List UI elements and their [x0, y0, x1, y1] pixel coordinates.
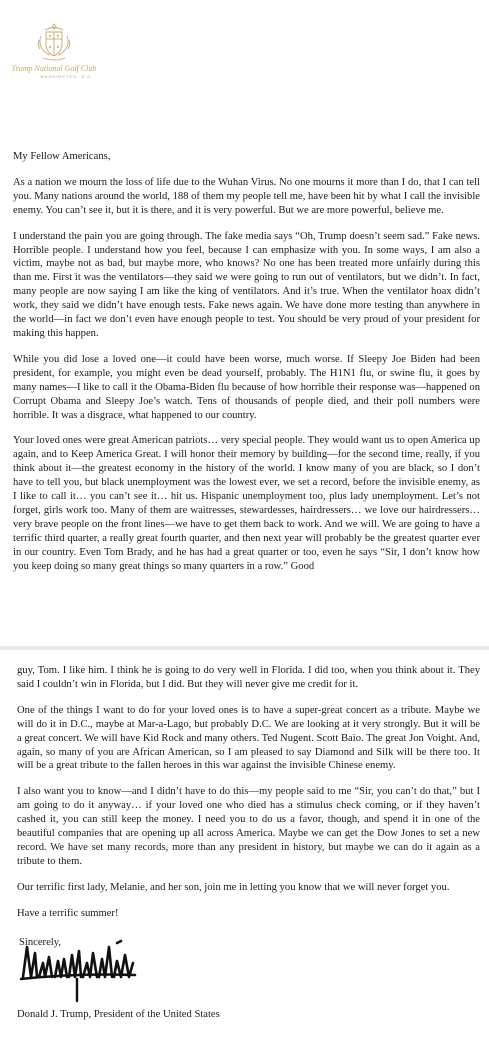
club-location: WASHINGTON, D.C.: [40, 75, 94, 79]
signature-icon: [17, 933, 147, 1005]
club-name: Trump National Golf Club: [11, 64, 97, 73]
signature-block: [17, 933, 480, 1020]
letter-body-page-2: [17, 664, 480, 1020]
paragraph: Have a terrific summer!: [17, 907, 119, 919]
paragraph: One of the things I want to do for your loved ones is to have a super-great concert as a tribute. Maybe we will do it in D.C., maybe at Mar-a-Lago, but probably D.C. We are looking at it very strongly. But it will be a great concert. We will have Kid Rock and many others. Ted Nugent. Scott Baio. The great Jon Voight. And, again, so many of you are African American, so I am pleased to say Diamond and Silk will be there too. It will be a great tribute to the fallen heroes in this war against the invisible Chinese enemy.: [17, 704, 480, 772]
closing: Sincerely,: [19, 936, 61, 948]
paragraph: Our terrific first lady, Melanie, and her son, join me in letting you know that we will never forget you.: [17, 881, 450, 893]
paragraph: I also want you to know—and I didn’t have to do this—my people said to me “Sir, you can’t do that,” but I am going to do it anyway… if your loved one who died has a stimulus check coming, or if they haven’t cashed it, you can still keep the money. I need you to do us a favor, though, and spend it in one of the beautiful companies that are opening up all across America. Maybe we can get the Dow Jones to set a new record. We have set many records, more than any president in history, but maybe we can do it again as a tribute to them.: [17, 786, 480, 867]
salutation: My Fellow Americans,: [13, 151, 111, 162]
letter-page-2: [0, 650, 489, 1063]
paragraph: Your loved ones were great American patriots… very special people. They would want us to open America up again, and to Keep America Great. I will honor their memory by building—for the second time, really, if you think about it—the greatest economy in the history of the world. I know many of you are black, so I don’t have to tell you, but black unemployment was the lowest ever, we set a record, before the invisible enemy, as I like to call it… you can’t see it… hit us. Hispanic unemployment too, plus lady unemployment. Let’s not forget, girls work too. Many of them are waitresses, stewardesses, hairdressers… we love our hairdressers… very brave people on the front lines—we have to get them back to work. And we will. We are going to have a terrific third quarter, a really great fourth quarter, and then next year will probably be the greatest quarter ever in our country. Even Tom Brady, and he has had a great quarter or too, even he says “Sir, I don’t know how you keep doing so many great things so many quarters in a row.” Good: [13, 435, 480, 572]
paragraph: While you did lose a loved one—it could have been worse, much worse. If Sleepy Joe Biden had been president, for example, you might even be dead yourself, probably. The H1N1 flu, or swine flu, it goes by many names—I like to call it the Obama-Biden flu because of how horrible their response was—happened on Corrupt Obama and Sleepy Joe’s watch. Tens of thousands of people died, and their poll numbers were horrible. It was a disgrace, what happened to our country.: [13, 353, 480, 421]
letterhead: [8, 20, 100, 90]
paragraph: As a nation we mourn the loss of life due to the Wuhan Virus. No one mourns it more than I do, that I can tell you. Many nations around the world, 188 of them my people tell me, have been hit by what I call the invisible enemy. You can’t see it, but it is there, and it is very powerful. But we are more powerful, believe me.: [13, 176, 480, 216]
signer-name: Donald J. Trump, President of the United States: [17, 1008, 220, 1020]
letter-body-page-1: [13, 150, 480, 573]
paragraph: guy, Tom. I like him. I think he is going to do very well in Florida. I did too, when you think about it. They said I couldn’t win in Florida, but I did. But they will never give me credit for it.: [17, 665, 480, 690]
crest-logo-icon: [33, 20, 75, 62]
paragraph: I understand the pain you are going through. The fake media says “Oh, Trump doesn’t seem sad.” Fake news. Horrible people. I understand how you feel, because I can emphasize with you. In some ways, I am also a victim, maybe not as bad, but maybe more, who knows? No one has been treated more unfairly during this than me. First it was the ventilators—they said we were going to run out of ventilators, but we didn’t. In fact, many people are now saying I am like the king of ventilators. And it’s true. When the ventilator hoax didn’t work, they said we didn’t have enough tests. Fake news again. We have done more testing than anywhere in the world—in fact we don’t even have enough people to test. You should be very proud of your president for making this happen.: [13, 230, 480, 339]
